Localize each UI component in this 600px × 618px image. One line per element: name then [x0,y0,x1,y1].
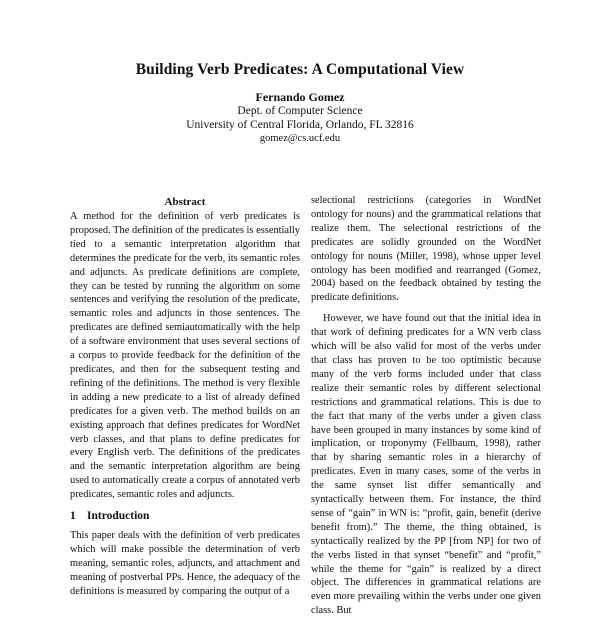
paper-title: Building Verb Predicates: A Computational View [135,61,465,78]
introduction-heading [70,510,300,524]
left-column [70,195,300,598]
introduction-text: This paper deals with the definition of verb predicates which will make possible the determination of verb meaning, semantic roles, adjuncts, and attachment and meaning of postverbal PPs. Hence, the adequacy of the definitions is measured by comparing the output of a [70,529,300,597]
author-block [0,90,600,146]
abstract-heading: Abstract [164,196,206,208]
right-paragraph-2: However, we have found out that the initial idea in that work of defining predicates for a WN verb class which will be also valid for most of the verbs under that class has proven to be too optimistic because many of the verb forms included under that class realize their semantic roles by different selectional restrictions and grammatical relations. This is due to the fact that many of the verbs under a given class have been grouped in many instances by some kind of implication, or troponymy (Fellbaum, 1998), rather that by sharing semantic roles in a hierarchy of predicates. Even in many cases, some of the verbs in the same synset list differ semantically and syntactically between them. For instance, the third sense of “gain” in WN is: “profit, gain, benefit (derive benefit from).” The theme, the thing obtained, is syntactically realized by the PP [from NP] for two of the verbs listed in that synset “benefit” and “profit,” while the theme for “gain” is realized by a direct object. The differences in grammatical relations are even more prevailing within the verbs under one given class. But [311,313,541,617]
abstract-text: A method for the definition of verb predicates is proposed. The definition of the predicates is essentially tied to a semantic interpretation algorithm that determines the predicate for the verb, its semantic roles and adjuncts. As predicate definitions are complete, they can be tested by running the algorithm on some sentences and verifying the resolution of the predicate, semantic roles and adjuncts in those sentences. The predicates are defined semiautomatically with the help of a software environment that uses several sections of a corpus to provide feedback for the definition of the predicates, and then for the subsequent testing and refining of the definitions. The method is very flexible in adding a new predicate to a list of already defined predicates for a given verb. The method builds on an existing approach that defines predicates for WordNet verb classes, and that plans to define predicates for every English verb. The definitions of the predicates and the semantic interpretation algorithm are being used to automatically create a corpus of annotated verb predicates, semantic roles and adjuncts. [70,211,300,501]
right-paragraph-1: selectional restrictions (categories in WordNet ontology for nouns) and the grammatical relations that realize them. The selectional restrictions of the predicates are solidly grounded on the WordNet ontology for nouns (Miller, 1998), whose upper level ontology has been modified and rearranged (Gomez, 2004) based on the feedback obtained by testing the predicate definitions. [311,195,541,304]
author-affiliation: University of Central Florida, Orlando, FL 32816 [186,119,414,131]
author-email: gomez@cs.ucf.edu [259,133,341,144]
section-title: Introduction [87,510,150,523]
author-department: Dept. of Computer Science [237,105,363,117]
right-column [311,194,541,618]
author-name: Fernando Gomez [255,90,345,104]
section-number: 1 [70,510,76,523]
